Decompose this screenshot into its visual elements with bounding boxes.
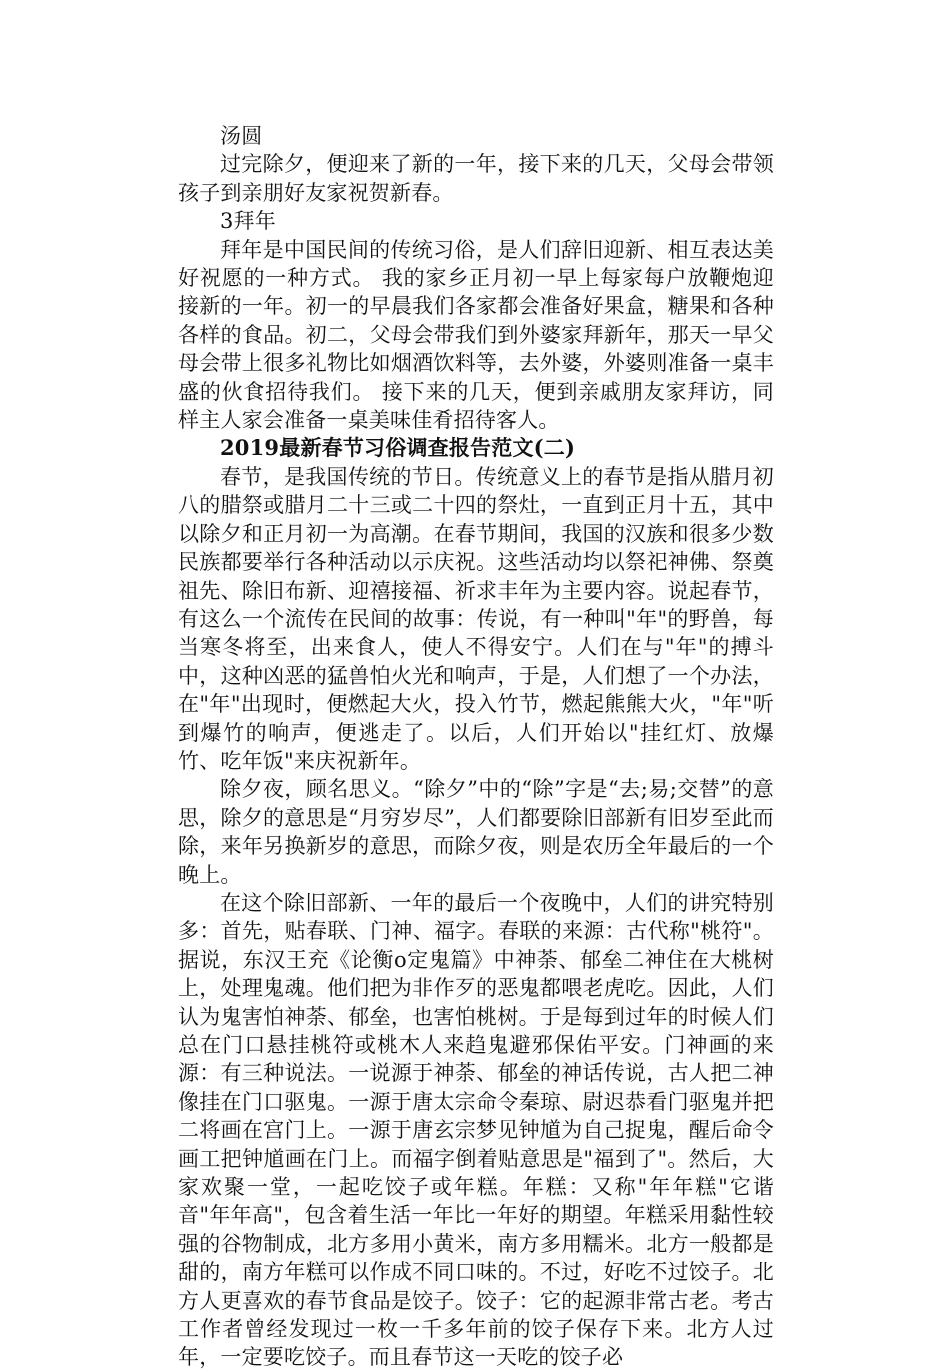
document-body [178,122,774,1372]
paragraph-after-new-year-eve: 过完除夕，便迎来了新的一年，接下来的几天，父母会带领孩子到亲朋好友家祝贺新春。 [178,152,774,205]
paragraph-customs: 在这个除旧部新、一年的最后一个夜晚中，人们的讲究特别多：首先，贴春联、门神、福字。春联的来源：古代称"桃符"。据说，东汉王充《论衡o定鬼篇》中神荼、郁垒二神住在大桃树上，处理鬼魂。他们把为非作歹的恶鬼都喂老虎吃。因此，人们认为鬼害怕神荼、郁垒，也害怕桃树。于是每到过年的时候人们总在门口悬挂桃符或桃木人来趋鬼避邪保佑平安。门神画的来源：有三种说法。一说源于神荼、郁垒的神话传说，古人把二神像挂在门口驱鬼。一源于唐太宗命令秦琼、尉迟恭看门驱鬼并把二将画在宫门上。一源于唐玄宗梦见钟馗为自己捉鬼，醒后命令画工把钟馗画在门上。而福字倒着贴意思是"福到了"。然后，大家欢聚一堂，一起吃饺子或年糕。年糕：又称"年年糕"它谐音"年年高"，包含着生活一年比一年好的期望。年糕采用黏性较强的谷物制成，北方多用小黄米，南方多用糯米。北方一般都是甜的，南方年糕可以作成不同口味的。不过，好吃不过饺子。北方人更喜欢的春节食品是饺子。饺子：它的起源非常古老。考古工作者曾经发现过一枚一千多年前的饺子保存下来。北方人过年，一定要吃饺子。而且春节这一天吃的饺子必 [178,890,774,1370]
article-title: 2019最新春节习俗调查报告范文(二) [220,435,576,461]
paragraph-spring-festival: 春节，是我国传统的节日。传统意义上的春节是指从腊月初八的腊祭或腊月二十三或二十四的祭灶，一直到正月十五，其中以除夕和正月初一为高潮。在春节期间，我国的汉族和很多少数民族都要举行各种活动以示庆祝。这些活动均以祭祀神佛、祭奠祖先、除旧布新、迎禧接福、祈求丰年为主要内容。说起春节，有这么一个流传在民间的故事：传说，有一种叫"年"的野兽，每当寒冬将至，出来食人，使人不得安宁。人们在与"年"的搏斗中，这种凶恶的猛兽怕火光和响声，于是，人们想了一个办法，在"年"出现时，便燃起大火，投入竹节，燃起熊熊大火，"年"听到爆竹的响声，便逃走了。以后，人们开始以"挂红灯、放爆竹、吃年饭"来庆祝新年。 [178,464,774,773]
paragraph-bainian: 拜年是中国民间的传统习俗，是人们辞旧迎新、相互表达美好祝愿的一种方式。 我的家乡正月初一早上每家每户放鞭炮迎接新的一年。初一的早晨我们各家都会准备好果盒，糖果和各种各样的食品。初二，父母会带我们到外婆家拜新年，那天一早父母会带上很多礼物比如烟酒饮料等，去外婆，外婆则准备一桌丰盛的伙食招待我们。 接下来的几天，便到亲戚朋友家拜访，同样主人家会准备一桌美味佳肴招待客人。 [178,237,774,433]
paragraph-chuxi: 除夕夜，顾名思义。“除夕”中的“除”字是“去;易;交替”的意思，除夕的意思是“月穷岁尽”，人们都要除旧部新有旧岁至此而除，来年另换新岁的意思，而除夕夜，则是农历全年最后的一个晚上。 [178,777,774,887]
paragraph-tangyuan: 汤圆 [220,124,263,148]
section-heading-bainian: 3拜年 [220,209,276,234]
